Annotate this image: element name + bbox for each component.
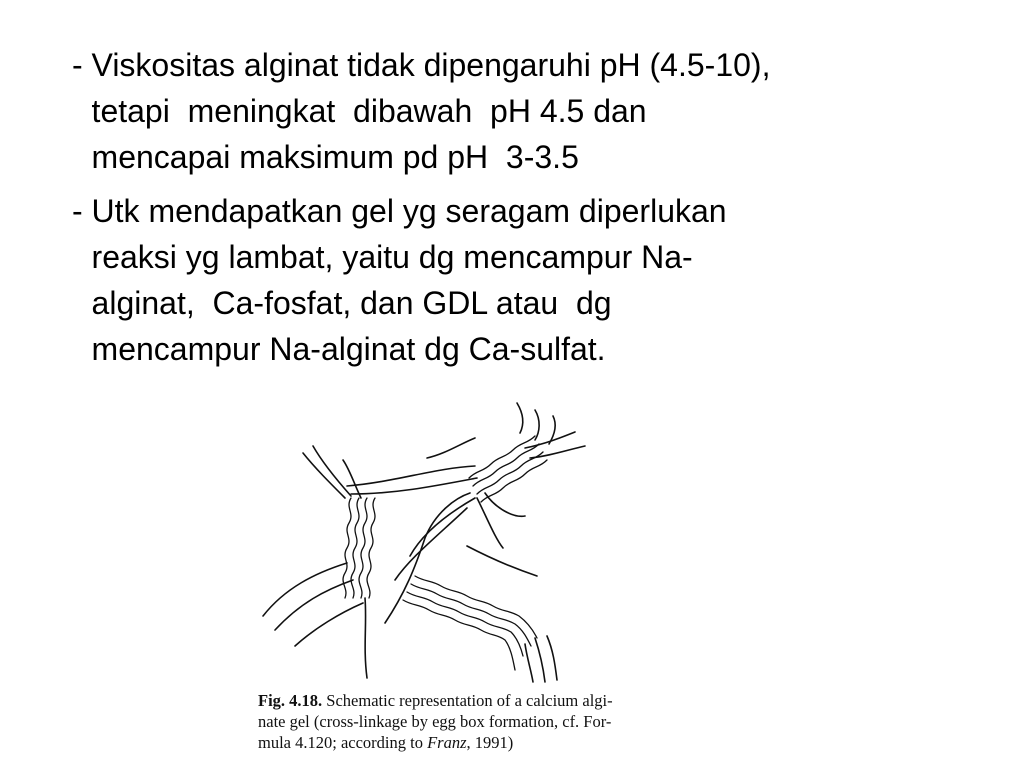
caption-line [258, 690, 758, 711]
polymer-strand [410, 498, 475, 556]
junction-zone [343, 498, 375, 598]
bullet-line: reaksi yg lambat, yaitu dg mencampur Na- [91, 239, 693, 275]
polymer-strand [535, 410, 539, 440]
polymer-strand [347, 466, 475, 486]
bullet-line: alginat, Ca-fosfat, dan GDL atau dg [91, 285, 612, 321]
polymer-strand [303, 453, 345, 498]
polymer-strand [351, 478, 477, 494]
bullet-line: tetapi meningkat dibawah pH 4.5 dan [91, 93, 647, 129]
figure-caption [258, 690, 758, 753]
caption-text: Schematic representation of a calcium algi- [322, 691, 613, 710]
caption-line [258, 732, 758, 753]
bullet-marker: - [72, 193, 92, 229]
polymer-strand [525, 432, 575, 448]
egg-box-gel-diagram [255, 398, 615, 683]
polymer-strand [427, 438, 475, 458]
polymer-strand [275, 580, 353, 630]
polymer-strand [365, 598, 367, 678]
bullet-marker: - [72, 47, 92, 83]
polymer-strand [535, 638, 545, 682]
bullet-line: Utk mendapatkan gel yg seragam diperlukan [91, 193, 727, 229]
bullet-list [72, 42, 972, 380]
bullet-gel-method [72, 188, 972, 372]
polymer-strand [477, 498, 503, 548]
polymer-strand [525, 644, 533, 682]
junction-zone [403, 576, 537, 670]
polymer-strand [485, 493, 525, 516]
caption-author: Franz [427, 733, 467, 752]
polymer-strand [547, 636, 557, 680]
polymer-strand [467, 546, 537, 576]
bullet-line: Viskositas alginat tidak dipengaruhi pH (4.5-10), [91, 47, 771, 83]
polymer-strand [263, 563, 347, 616]
bullet-text [92, 188, 972, 372]
bullet-viscosity [72, 42, 972, 180]
figure-number: Fig. 4.18. [258, 691, 323, 710]
bullet-line: mencampur Na-alginat dg Ca-sulfat. [91, 331, 606, 367]
polymer-strand [295, 603, 363, 646]
polymer-strand [343, 460, 361, 498]
bullet-text [92, 42, 972, 180]
caption-text: , 1991) [466, 733, 514, 752]
polymer-strand [385, 493, 470, 623]
caption-text: mula 4.120; according to [258, 733, 428, 752]
bullet-line: mencapai maksimum pd pH 3-3.5 [91, 139, 579, 175]
caption-line: nate gel (cross-linkage by egg box formation, cf. For- [258, 712, 612, 731]
polymer-strand [395, 508, 467, 580]
polymer-strand [517, 403, 523, 433]
